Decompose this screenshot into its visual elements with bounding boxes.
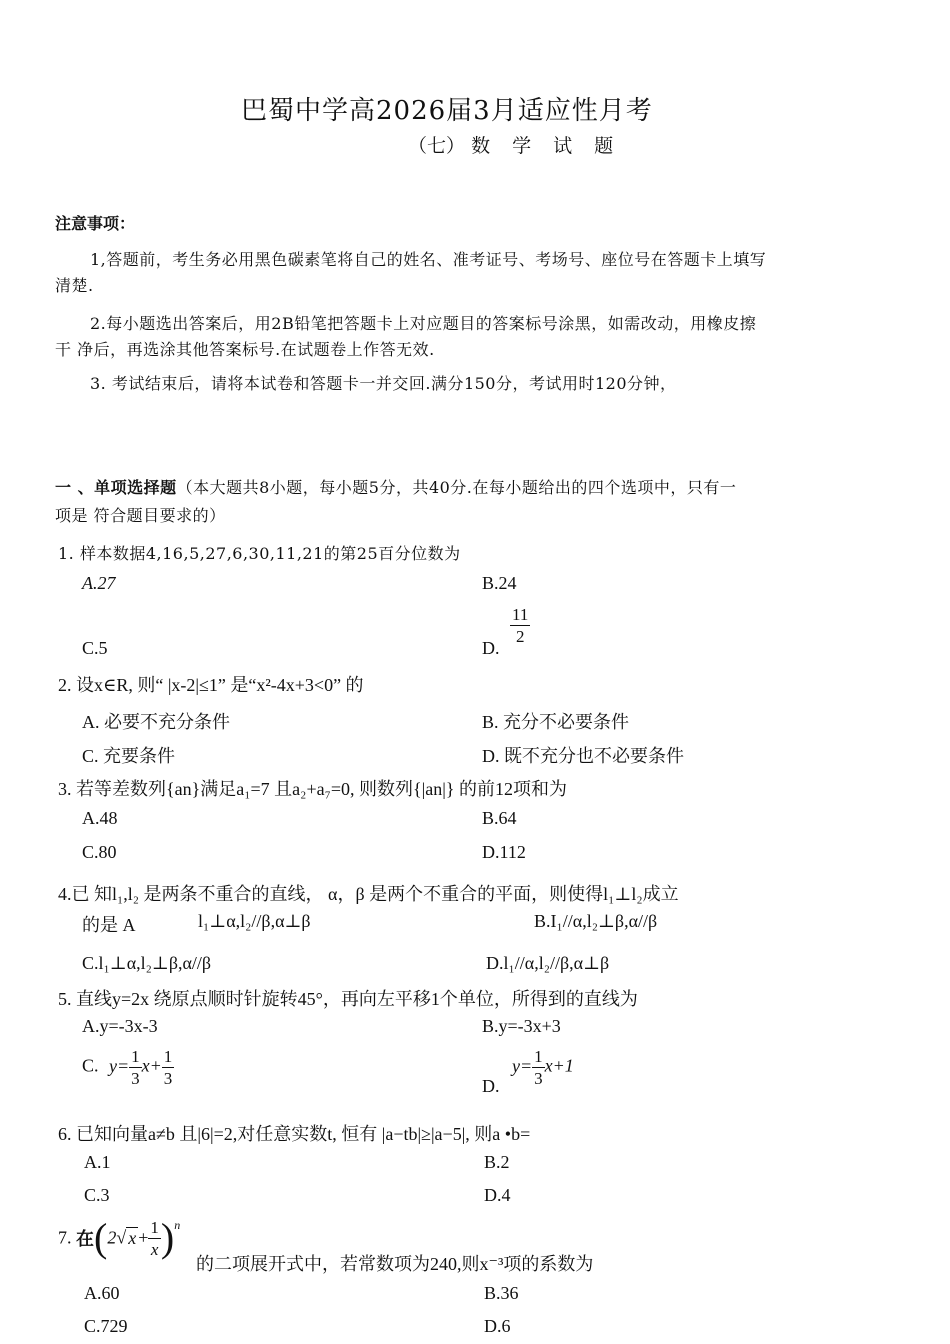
section-heading [55,475,736,498]
question-4-stem: 4.已 知l₁,l₂ 是两条不重合的直线， α，β 是两个不重合的平面，则使得l₁⊥l₂成立 [58,884,679,904]
notice-item-1-line-1: 1,答题前，考生务必用黑色碳素笔将自己的姓名、准考证号、考场号、座位号在答题卡上填写 [90,250,767,269]
q6-option-d: D.4 [484,1185,511,1205]
question-7-stem [58,1215,181,1260]
q5-option-b: B.y=-3x+3 [482,1016,561,1036]
question-1-stem: 1. 样本数据4,16,5,27,6,30,11,21的第25百分位数为 [58,544,461,563]
q1-option-d-fraction [510,606,530,645]
radical-sign: √ [116,1227,127,1248]
fraction-denominator: 3 [163,1069,173,1088]
q6-option-b: B.2 [484,1152,510,1172]
subtitle-text: 数学试题 [471,135,636,157]
question-2-stem: 2. 设x∈R, 则“ |x-2|≤1” 是“x²-4x+3<0” 的 [58,675,364,695]
q4-option-a: l₁⊥α,l₂//β,α⊥β [198,911,311,931]
fraction-numerator: 1 [131,1047,140,1066]
q7-prefix: 在 [76,1229,94,1250]
q2-option-d: D. 既不充分也不必要条件 [482,746,684,766]
notice-item-3: 3. 考试结束后，请将本试卷和答题卡一并交回.满分150分，考试用时120分钟， [90,374,677,393]
question-5-stem: 5. 直线y=2x 绕原点顺时针旋转45°，再向左平移1个单位，所得到的直线为 [58,989,638,1009]
notice-item-2-line-1: 2.每小题选出答案后，用2B铅笔把答题卡上对应题目的答案标号涂黑，如需改动，用橡皮擦 [90,314,757,333]
q7-radicand: x [128,1227,137,1248]
notice-item-1-line-2: 清楚. [55,276,94,295]
section-heading-line-2: 项是 符合题目要求的） [55,506,226,525]
exam-title: 巴蜀中学高2026届3月适应性月考 [241,96,653,126]
q1-option-a: A.27 [82,573,116,593]
q2-option-a: A. 必要不充分条件 [82,712,230,732]
q5-option-c-label: C. [82,1055,99,1076]
q7-coef: 2 [107,1227,117,1248]
section-heading-bold: 一 、单项选择题 [55,478,177,497]
q5-c-mid: x+ [141,1055,162,1076]
fraction-numerator: 1 [150,1217,159,1237]
q1-option-b: B.24 [482,573,517,593]
notice-heading: 注意事项： [55,214,136,233]
left-paren: ( [94,1215,108,1260]
q7-exponent: n [174,1218,181,1232]
fraction-denominator: x [150,1239,159,1259]
q7-number: 7. [58,1227,72,1248]
q5-d-rhs: x+1 [544,1055,574,1076]
q6-option-c: C.3 [84,1185,110,1205]
q6-option-a: A.1 [84,1152,111,1172]
q4-option-b: B.I₁//α,l₂⊥β,α//β [534,911,658,931]
q5-d-fraction [532,1048,545,1087]
question-7-stem-text: 的二项展开式中，若常数项为240,则x⁻³项的系数为 [196,1254,594,1274]
q7-option-b: B.36 [484,1283,519,1303]
q2-option-b: B. 充分不必要条件 [482,712,630,732]
exam-subtitle [408,131,635,158]
q3-option-b: B.64 [482,808,517,828]
question-3-stem: 3. 若等差数列{an}满足a₁=7 且a₂+a₇=0, 则数列{|an|} 的前12项和为 [58,779,567,799]
q5-option-d [482,1048,574,1097]
q5-option-d-label: D. [482,1076,500,1096]
fraction-denominator: 2 [515,627,525,646]
q1-option-d-label: D. [482,638,500,658]
q7-option-c: C.729 [84,1316,128,1336]
notice-item-2-line-2: 干 净后，再选涂其他答案标号.在试题卷上作答无效. [55,340,435,359]
q1-option-d [482,606,530,659]
fraction-numerator: 1 [163,1047,173,1066]
q7-option-d: D.6 [484,1316,511,1336]
q5-option-c [82,1048,174,1087]
q7-fraction [148,1219,161,1258]
q5-d-lhs: y= [512,1055,533,1076]
q4-option-d: D.l₁//α,l₂//β,α⊥β [486,953,610,973]
q2-option-c: C. 充要条件 [82,746,176,766]
q5-c-fraction-2 [162,1048,175,1087]
q3-option-c: C.80 [82,842,117,862]
q3-option-d: D.112 [482,842,526,862]
question-6-stem: 6. 已知向量a≠b 且|6|=2,对任意实数t, 恒有 |a−tb|≥|a−5|, 则a •b= [58,1124,531,1144]
q7-option-a: A.60 [84,1283,120,1303]
fraction-denominator: 3 [534,1069,543,1088]
subtitle-number: （七） [408,135,466,157]
q5-option-a: A.y=-3x-3 [82,1016,158,1036]
fraction-denominator: 3 [131,1069,140,1088]
question-4-stem-line-2: 的是 A [82,915,136,935]
q3-option-a: A.48 [82,808,118,828]
q1-option-c: C.5 [82,638,108,658]
section-heading-rest: （本大题共8小题，每小题5分，共40分.在每小题给出的四个选项中，只有一 [176,478,737,497]
right-paren: ) [160,1215,175,1260]
fraction-numerator: 11 [512,605,529,624]
q4-option-c: C.l₁⊥α,l₂⊥β,α//β [82,953,212,973]
q5-c-lhs: y= [109,1055,130,1076]
q7-plus: + [138,1227,149,1248]
fraction-numerator: 1 [534,1047,543,1066]
q5-c-fraction-1 [129,1048,142,1087]
